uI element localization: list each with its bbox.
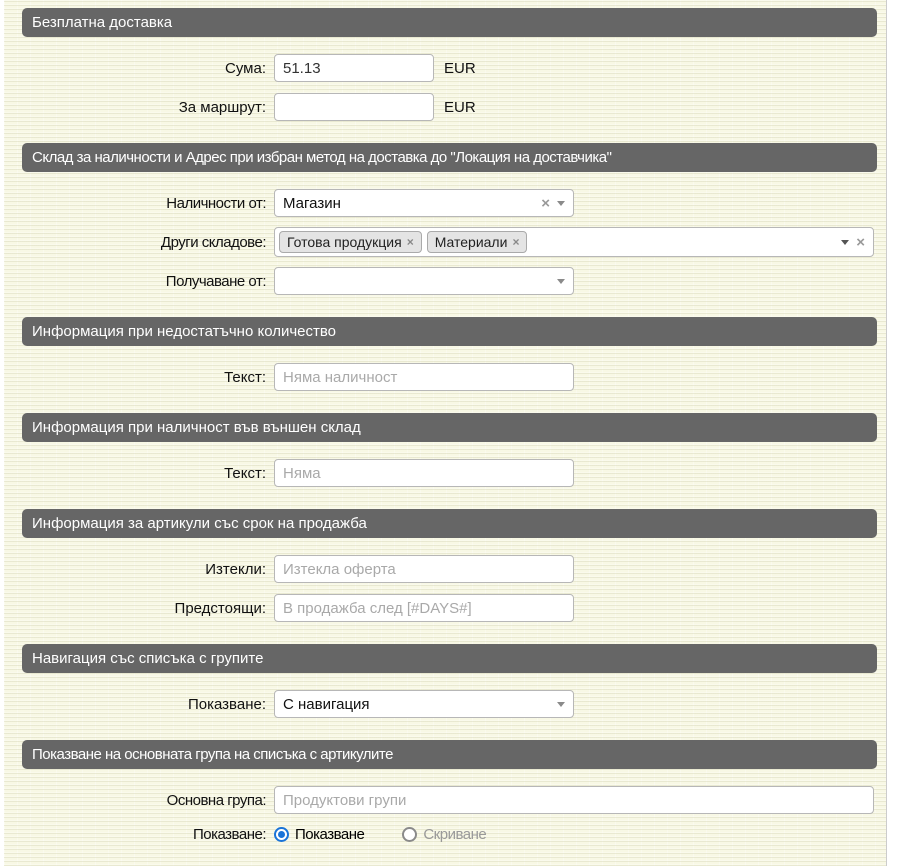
tag-remove-icon[interactable]: ×	[406, 235, 414, 249]
route-currency-suffix: EUR	[444, 98, 476, 116]
chevron-down-icon[interactable]	[557, 201, 565, 206]
section-header-warehouse: Склад за наличности и Адрес при избран метод на доставка до "Локация на доставчика"	[22, 143, 877, 172]
insufficient-text-label: Текст:	[224, 368, 266, 386]
radio-hide-label: Скриване	[423, 826, 487, 843]
navigation-display-select[interactable]	[274, 690, 574, 718]
receive-from-label: Получаване от:	[165, 272, 266, 290]
upcoming-label: Предстоящи:	[174, 599, 266, 617]
form-row-insufficient-text	[22, 363, 877, 391]
form-row-receive-from	[22, 267, 877, 295]
tag-item	[279, 231, 422, 253]
navigation-display-label: Показване:	[187, 695, 266, 713]
main-group-label: Основна група:	[166, 791, 266, 809]
amount-input[interactable]	[274, 54, 434, 82]
tag-label: Готова продукция	[287, 234, 402, 250]
expired-label: Изтекли:	[205, 560, 266, 578]
section-header-free-delivery: Безплатна доставка	[22, 8, 877, 37]
form-row-amount	[22, 54, 877, 82]
other-warehouses-label: Други складове:	[160, 233, 266, 251]
main-group-input[interactable]	[274, 786, 874, 814]
route-amount-label: За маршрут:	[178, 98, 266, 116]
section-header-external-warehouse: Информация при наличност във външен склад	[22, 413, 877, 442]
form-row-availability-from	[22, 189, 877, 217]
radio-unselected-icon[interactable]	[402, 827, 417, 842]
navigation-display-value: С навигация	[283, 695, 370, 713]
chevron-down-icon[interactable]	[557, 702, 565, 707]
section-header-main-group: Показване на основната група на списъка с артикулите	[22, 740, 877, 769]
form-row-upcoming	[22, 594, 877, 622]
display-mode-label: Показване:	[192, 826, 266, 843]
amount-currency-suffix: EUR	[444, 59, 476, 77]
radio-option-hide[interactable]	[402, 826, 486, 843]
other-warehouses-multiselect[interactable]	[274, 227, 874, 257]
tag-label: Материали	[434, 234, 508, 250]
display-mode-radio-group	[274, 826, 486, 843]
expired-input[interactable]	[274, 555, 574, 583]
availability-from-value: Магазин	[283, 194, 341, 212]
selected-tags	[279, 231, 841, 253]
form-row-expired	[22, 555, 877, 583]
amount-label: Сума:	[225, 59, 266, 77]
form-row-navigation-display	[22, 690, 877, 718]
insufficient-text-input[interactable]	[274, 363, 574, 391]
form-row-display-mode	[22, 826, 877, 843]
upcoming-input[interactable]	[274, 594, 574, 622]
availability-from-select[interactable]	[274, 189, 574, 217]
external-text-input[interactable]	[274, 459, 574, 487]
external-text-label: Текст:	[224, 464, 266, 482]
section-header-sale-period: Информация за артикули със срок на продажба	[22, 509, 877, 538]
clear-icon[interactable]: ×	[856, 233, 865, 251]
availability-from-label: Наличности от:	[166, 194, 266, 212]
form-row-external-text	[22, 459, 877, 487]
settings-form-page	[4, 0, 887, 866]
route-amount-input[interactable]	[274, 93, 434, 121]
form-row-other-warehouses	[22, 227, 877, 257]
tag-remove-icon[interactable]: ×	[512, 235, 520, 249]
chevron-down-icon[interactable]	[841, 240, 849, 245]
receive-from-select[interactable]	[274, 267, 574, 295]
form-row-main-group	[22, 786, 877, 814]
radio-show-label: Показване	[295, 826, 365, 843]
chevron-down-icon[interactable]	[557, 279, 565, 284]
section-header-group-navigation: Навигация със списъка с групите	[22, 644, 877, 673]
section-header-insufficient-qty: Информация при недостатъчно количество	[22, 317, 877, 346]
clear-icon[interactable]: ×	[541, 194, 550, 212]
radio-option-show[interactable]	[274, 826, 364, 843]
form-row-route-amount	[22, 93, 877, 121]
radio-selected-icon[interactable]	[274, 827, 289, 842]
tag-item	[427, 231, 528, 253]
